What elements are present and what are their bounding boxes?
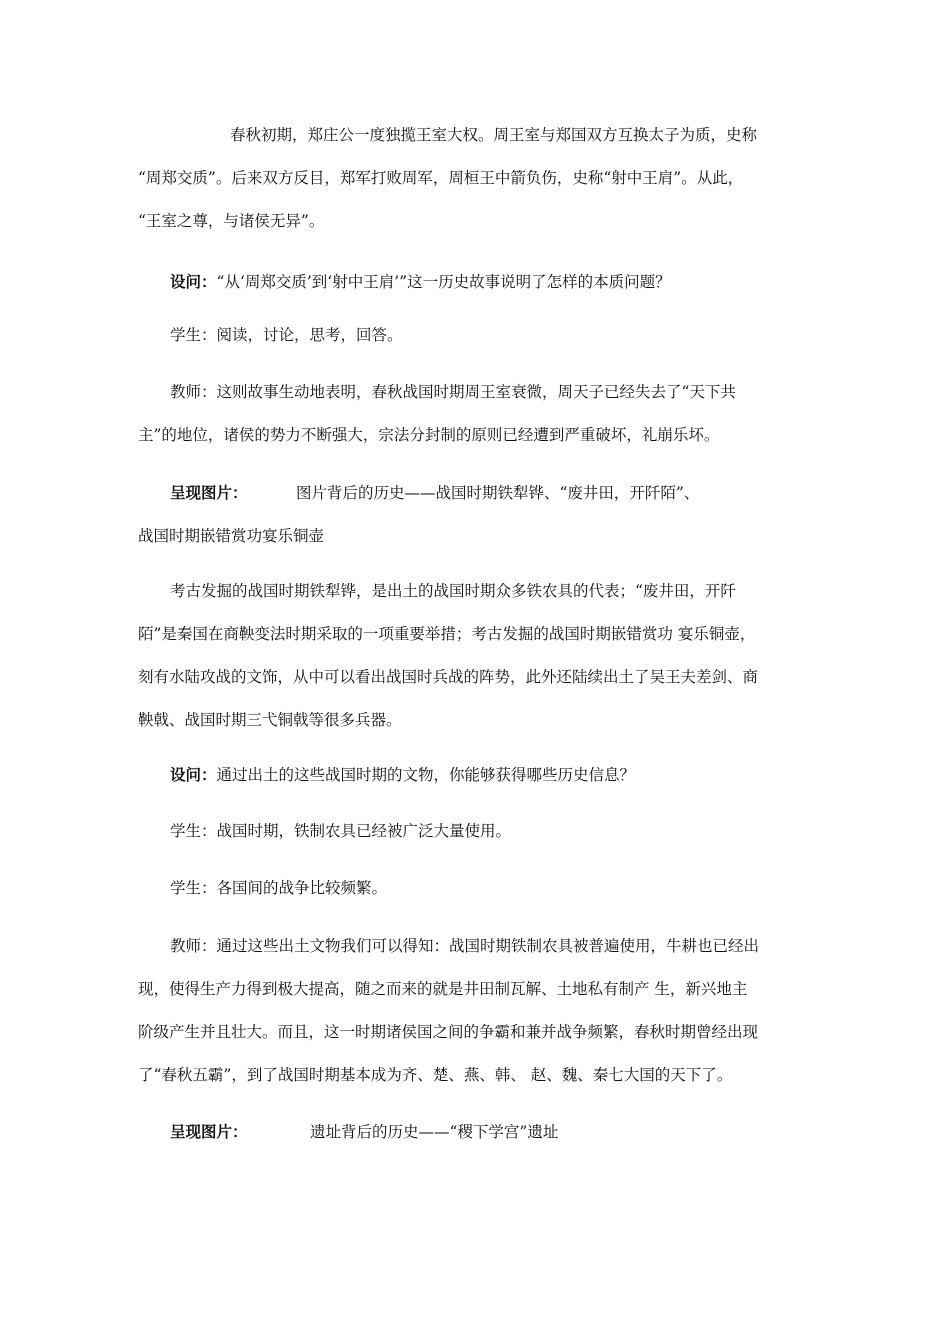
text-line: 学生：阅读，讨论，思考，回答。 (170, 326, 403, 344)
text-line: 教师：这则故事生动地表明，春秋战国时期周王室衰微，周天子已经失去了“天下共 (170, 383, 736, 401)
question-label: 设问： (170, 765, 217, 784)
text-line: 教师：通过这些出土文物我们可以得知：战国时期铁制农具被普遍使用，牛耕也已经出 (170, 937, 760, 955)
show-picture-2 (138, 1110, 818, 1154)
question-label: 设问： (170, 272, 217, 291)
text-line: “王室之尊，与诸侯无异”。 (138, 212, 325, 230)
student-answer-2 (138, 810, 818, 853)
paragraph-artifacts (138, 570, 818, 742)
text-line: 陌”是秦国在商鞅变法时期采取的一项重要举措；考古发掘的战国时期嵌错赏功 宴乐铜壶， (138, 625, 756, 643)
show-picture-label: 呈现图片： (170, 483, 248, 502)
teacher-comment-2 (138, 925, 818, 1097)
text-line: 遗址背后的历史——“稷下学宫”遗址 (310, 1123, 559, 1141)
text-line: 考古发掘的战国时期铁犁铧，是出土的战国时期众多铁农具的代表；“废井田，开阡 (170, 582, 736, 600)
text-line: 阶级产生并且壮大。而且，这一时期诸侯国之间的争霸和兼并战争频繁，春秋时期曾经出现 (138, 1023, 759, 1041)
text-line: 春秋初期，郑庄公一度独揽王室大权。周王室与郑国双方互换太子为质，史称 (230, 126, 758, 144)
text-line: 鞅戟、战国时期三弋铜戟等很多兵器。 (138, 711, 402, 729)
teacher-comment-1 (138, 371, 818, 457)
student-answer-1 (138, 314, 818, 357)
text-line: 刻有水陆攻战的文饰，从中可以看出战国时兵战的阵势，此外还陆续出土了吴王夫差剑、商 (138, 668, 759, 686)
show-picture-1 (138, 471, 818, 558)
question-text: “从‘周郑交质’到‘射中王肩’”这一历史故事说明了怎样的本质问题？ (216, 273, 671, 291)
text-line: 了“春秋五霸”，到了战国时期基本成为齐、楚、燕、韩、 赵、魏、秦七大国的天下了。 (138, 1066, 733, 1084)
question-text: 通过出土的这些战国时期的文物，你能够获得哪些历史信息？ (216, 766, 636, 784)
text-line: 学生：各国间的战争比较频繁。 (170, 879, 388, 897)
text-line: “周郑交质”。后来双方反目，郑军打败周军，周桓王中箭负伤，史称“射中王肩”。从此， (138, 169, 744, 187)
text-line: 战国时期嵌错赏功宴乐铜壶 (138, 527, 325, 545)
paragraph-zhou-zheng-story (138, 114, 818, 243)
question-1 (138, 260, 818, 304)
student-answer-3 (138, 867, 818, 910)
text-line: 学生：战国时期，铁制农具已经被广泛大量使用。 (170, 822, 512, 840)
text-line: 图片背后的历史——战国时期铁犁铧、“废井田，开阡陌”、 (296, 484, 700, 502)
text-line: 主”的地位，诸侯的势力不断强大，宗法分封制的原则已经遭到严重破坏，礼崩乐坏。 (138, 426, 720, 444)
text-line: 现，使得生产力得到极大提高，随之而来的就是井田制瓦解、土地私有制产 生，新兴地主 (138, 980, 748, 998)
question-2 (138, 753, 818, 797)
show-picture-label: 呈现图片： (170, 1122, 248, 1141)
